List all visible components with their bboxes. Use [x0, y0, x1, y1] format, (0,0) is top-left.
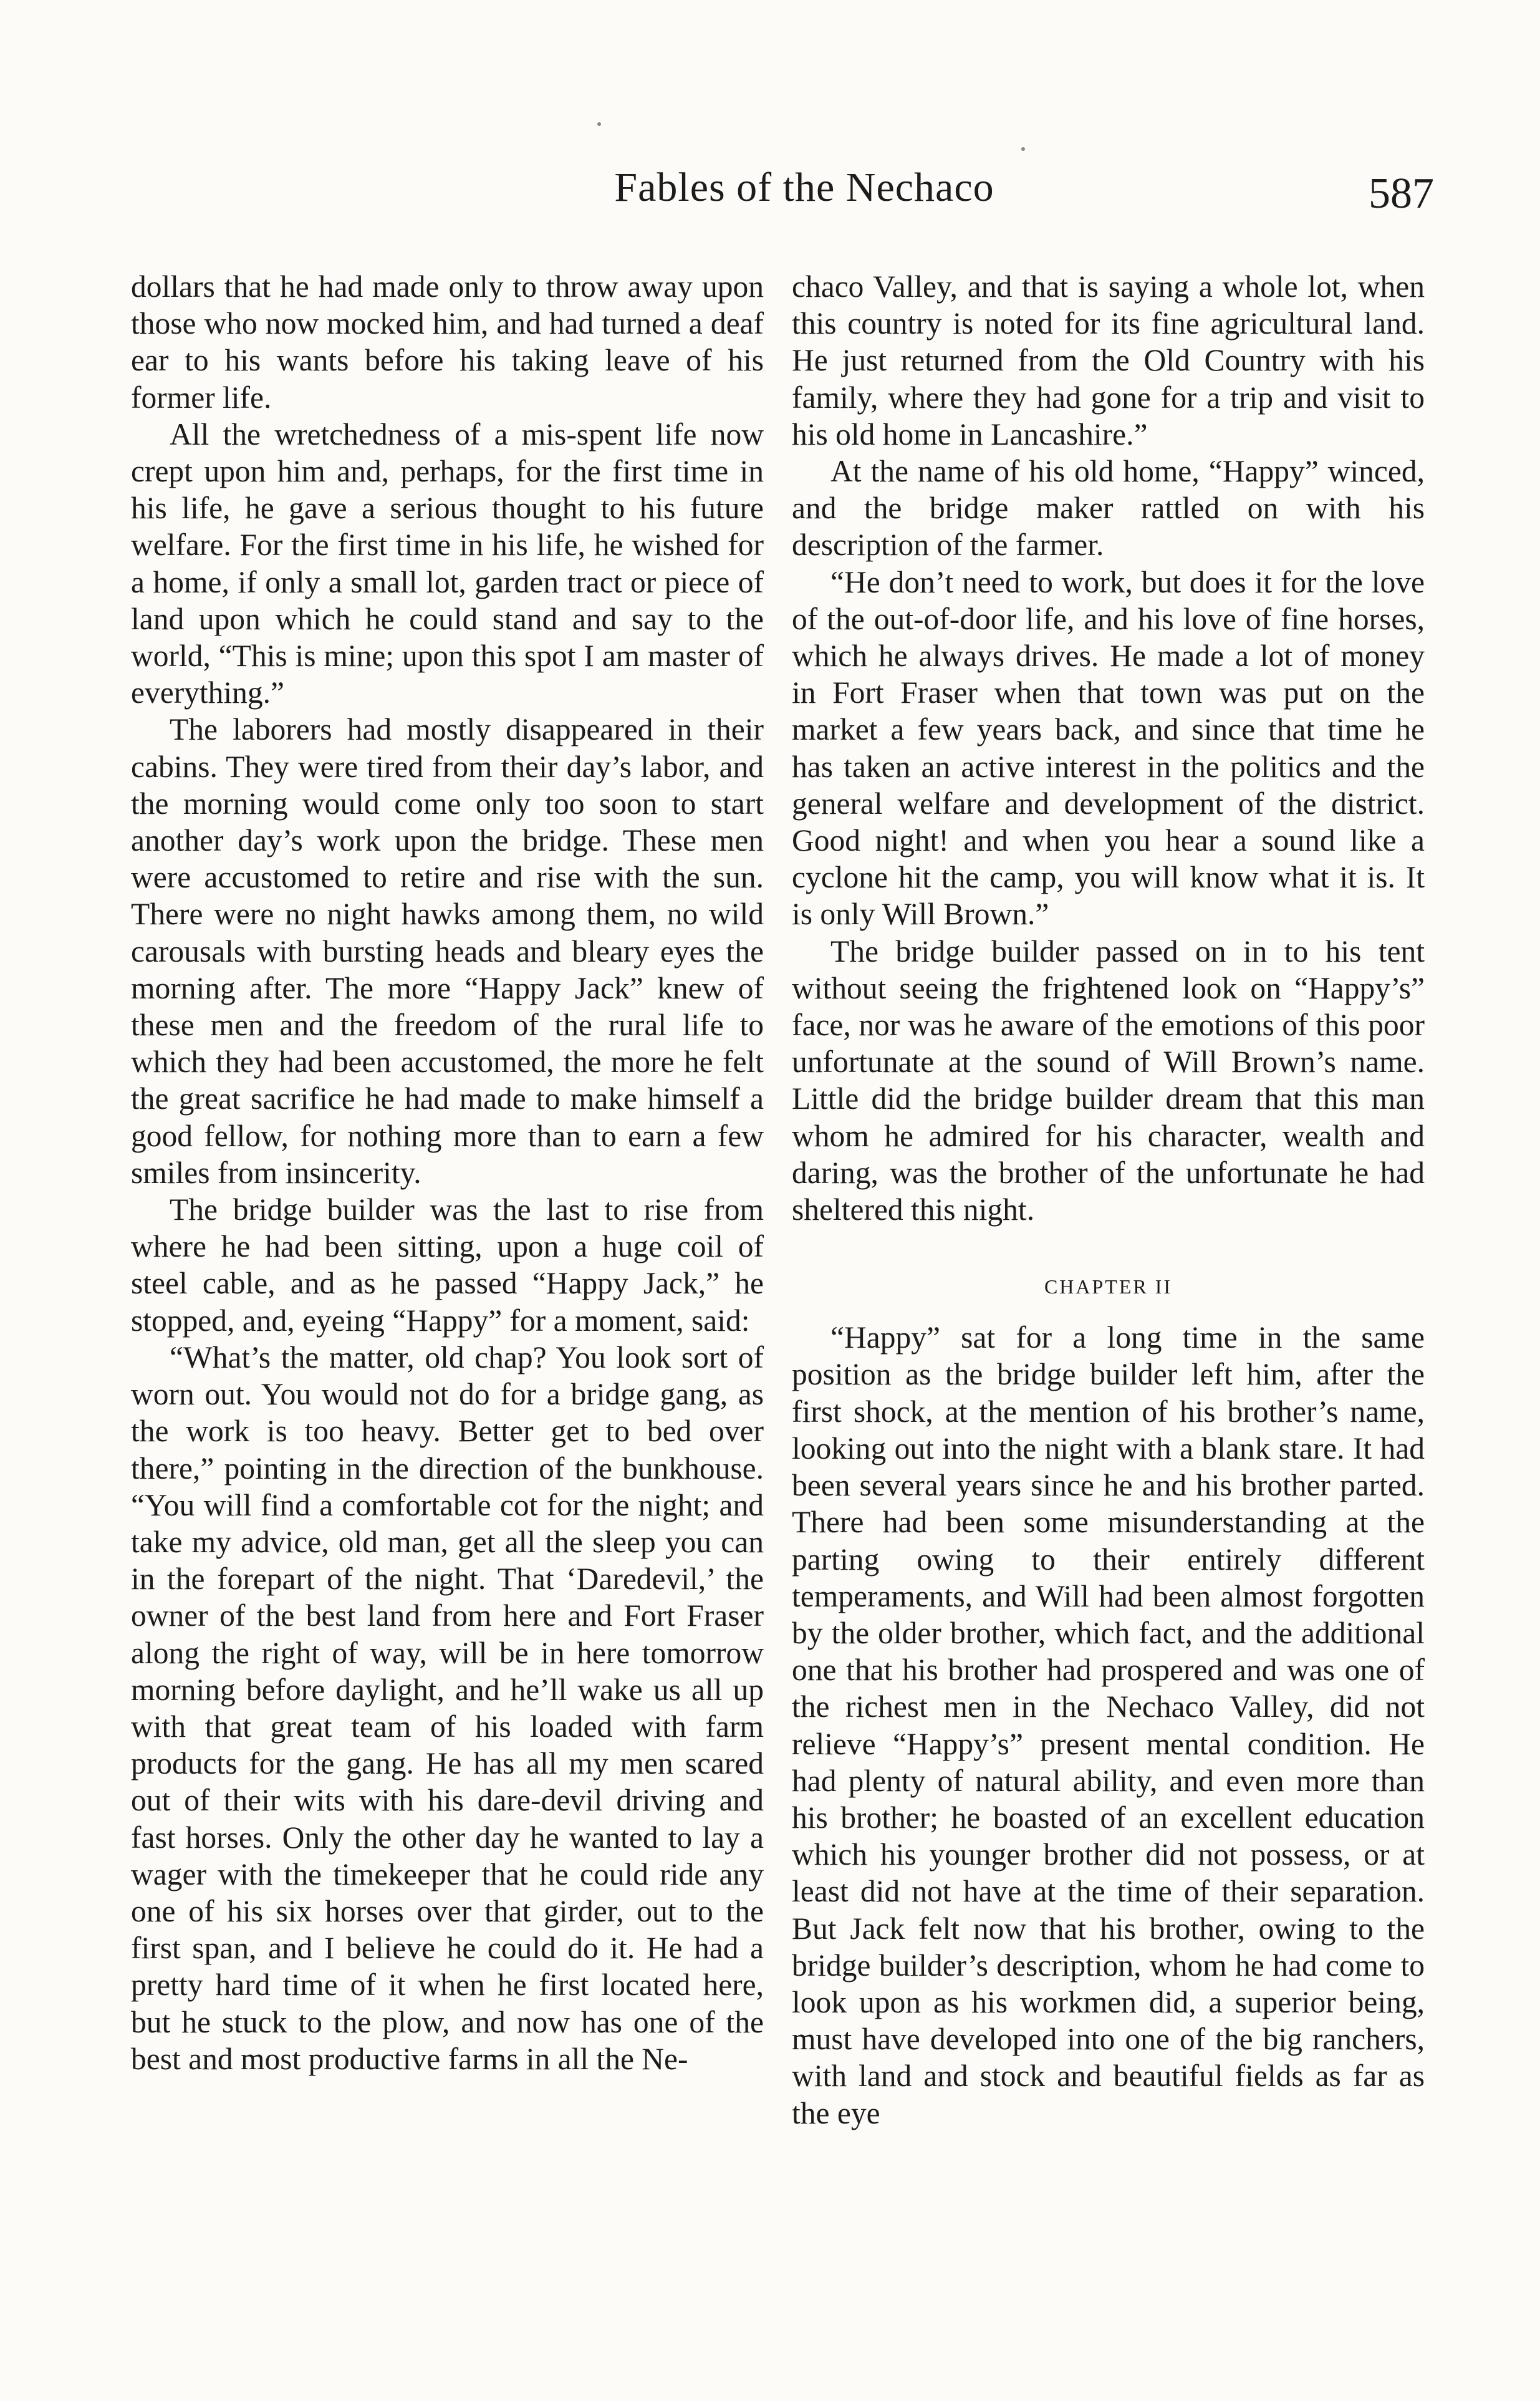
running-header-title: Fables of the Nechaco [614, 165, 994, 210]
print-speck [1021, 147, 1025, 151]
right-column [792, 268, 1425, 2132]
paragraph: The bridge builder passed on in to his tent without seeing the frightened look on “Happy’s” face, nor was he aware of the emotions of this poor unfortunate at the sound of Will Brown’s name. Little did the bridge builder dream that this man whom he admired for his character, wealth and daring, was the brother of the unfortunate he had sheltered this night. [792, 934, 1425, 1227]
paragraph: The bridge builder was the last to rise from where he had been sitting, upon a huge coil of steel cable, and as he passed “Happy Jack,” he stopped, and, eyeing “Happy” for a moment, said: [131, 1192, 764, 1338]
paragraph: “What’s the matter, old chap? You look sort of worn out. You would not do for a bridge gang, as the work is too heavy. Better get to bed over there,” pointing in the direction of the bunkhouse. “You will find a comfortable cot for the night; and take my advice, old man, get all the sleep you can in the forepart of the night. That ‘Daredevil,’ the owner of the best land from here and Fort Fraser along the right of way, will be in here tomorrow morning before daylight, and he’ll wake us all up with that great team of his loaded with farm products for the gang. He has all my men scared out of their wits with his dare-devil driving and fast horses. Only the other day he wanted to lay a wager with the timekeeper that he could ride any one of his six horses over that girder, out to the first span, and I believe he could do it. He had a pretty hard time of it when he first located here, but he stuck to the plow, and now has one of the best and most productive farms in all the Ne- [131, 1340, 764, 2076]
paragraph: The laborers had mostly disappeared in their cabins. They were tired from their day’s labor, and the morning would come only too soon to start another day’s work upon the bridge. These men were accustomed to retire and rise with the sun. There were no night hawks among them, no wild carousals with bursting heads and bleary eyes the morning after. The more “Happy Jack” knew of these men and the freedom of the rural life to which they had been accustomed, the more he felt the great sacrifice he had made to make himself a good fellow, for nothing more than to earn a few smiles from insincerity. [131, 712, 764, 1190]
print-speck [597, 122, 601, 126]
paragraph: chaco Valley, and that is saying a whole lot, when this country is noted for its fine agricultural land. He just returned from the Old Country with his family, where they had gone for a trip and visit to his old home in Lancashire.” [792, 269, 1425, 452]
chapter-heading: CHAPTER II [1044, 1275, 1173, 1298]
paragraph: dollars that he had made only to throw away upon those who now mocked him, and had turned a deaf ear to his wants before his taking leave of his former life. [131, 269, 764, 415]
paragraph: At the name of his old home, “Happy” winced, and the bridge maker rattled on with his description of the farmer. [792, 454, 1425, 563]
left-column [131, 268, 764, 2077]
paragraph: All the wretchedness of a mis-spent life now crept upon him and, perhaps, for the first time in his life, he gave a serious thought to his future welfare. For the first time in his life, he wished for a home, if only a small lot, garden tract or piece of land upon which he could stand and say to the world, “This is mine; upon this spot I am master of everything.” [131, 417, 764, 710]
paragraph: “He don’t need to work, but does it for the love of the out-of-door life, and his love of fine horses, which he always drives. He made a lot of money in Fort Fraser when that town was put on the market a few years back, and since that time he has taken an active interest in the politics and the general welfare and development of the district. Good night! and when you hear a sound like a cyclone hit the camp, you will know what it is. It is only Will Brown.” [792, 564, 1425, 932]
paragraph: “Happy” sat for a long time in the same position as the bridge builder left him, after the first shock, at the mention of his brother’s name, looking out into the night with a blank stare. It had been several years since he and his brother parted. There had been some misunderstanding at the parting owing to their entirely different temperaments, and Will had been almost forgotten by the older brother, which fact, and the additional one that his brother had prospered and was one of the richest men in the Nechaco Valley, did not relieve “Happy’s” present mental condition. He had plenty of natural ability, and even more than his brother; he boasted of an excellent education which his younger brother did not possess, or at least did not have at the time of their separation. But Jack felt now that his brother, owing to the bridge builder’s description, whom he had come to look upon as his workmen did, a superior being, must have developed into one of the big ranchers, with land and stock and beautiful fields as far as the eye [792, 1320, 1425, 2130]
page-number: 587 [1369, 170, 1434, 218]
